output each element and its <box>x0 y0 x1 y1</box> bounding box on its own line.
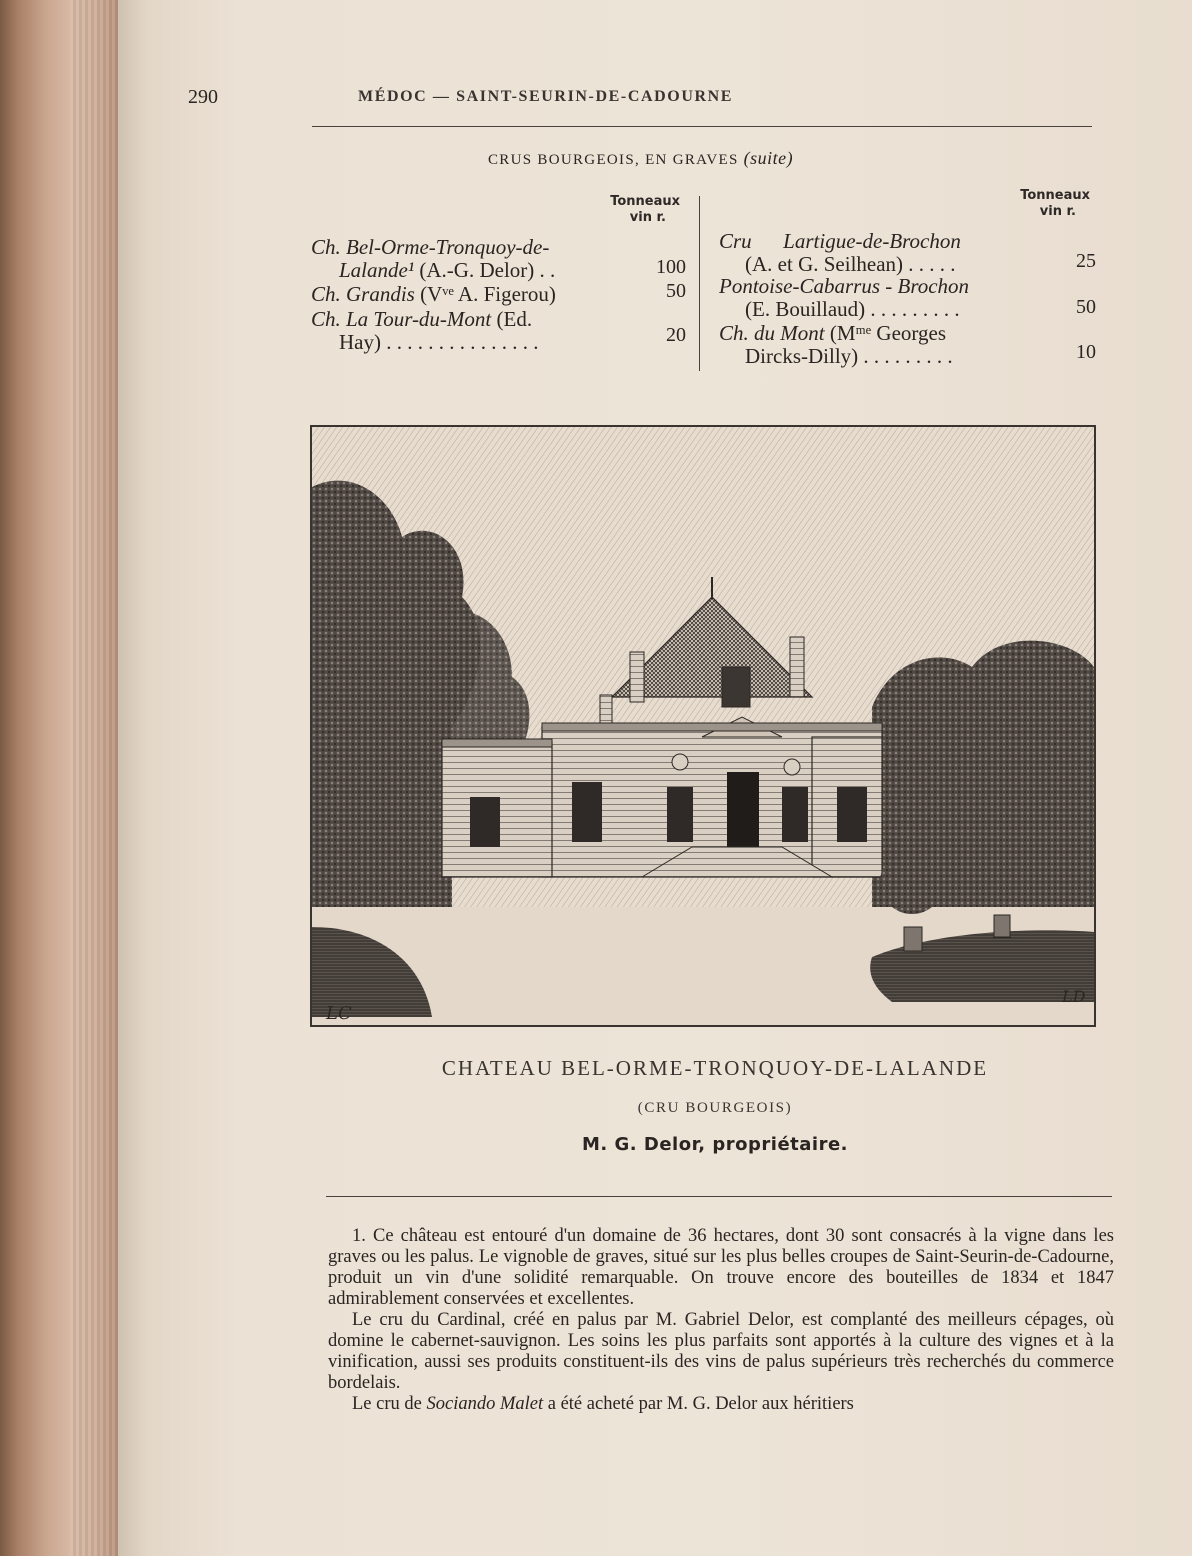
artist-signature-right: LD <box>1062 987 1086 1006</box>
left-entry-2-tonnage: 50 <box>666 280 686 302</box>
page-stack-edges <box>70 0 120 1556</box>
left-entry-3-name: Ch. La Tour-du-Mont <box>311 307 492 331</box>
window-3 <box>667 787 693 842</box>
left-entry-3-tonnage: 20 <box>666 324 686 346</box>
right-column-header <box>970 188 1090 220</box>
caption-owner: M. G. Delor, propriétaire. <box>581 1134 849 1155</box>
right-entry-3 <box>719 322 953 368</box>
pot-1 <box>904 927 922 951</box>
left-header-line2: vin r. <box>629 210 666 225</box>
section-title-text: CRUS BOURGEOIS, EN GRAVES <box>488 152 739 168</box>
potted-tree-2 <box>976 851 1028 903</box>
right-header-line2: vin r. <box>1039 204 1076 219</box>
left-entry-1 <box>311 236 555 282</box>
right-header-line1: Tonneaux <box>1020 188 1090 203</box>
footnote-rule <box>326 1196 1112 1197</box>
oculus-right <box>784 759 800 775</box>
column-divider <box>699 196 700 371</box>
footnote <box>328 1226 1114 1415</box>
section-title-suffix: (suite) <box>743 148 794 168</box>
left-header-line1: Tonneaux <box>610 194 680 209</box>
left-entry-2-owner: (Vᵛᵉ A. Figerou) <box>414 282 556 306</box>
right-entry-2 <box>719 275 969 321</box>
running-head <box>188 86 978 116</box>
window-2 <box>572 782 602 842</box>
balustrade-main <box>542 723 882 731</box>
right-entry-1-name: Cru Lartigue-de-Brochon <box>719 229 961 253</box>
window-4 <box>782 787 808 842</box>
caption-subtitle: (CRU BOURGEOIS) <box>637 1100 793 1116</box>
potted-tree-1 <box>880 850 944 914</box>
footnote-paragraph-2: Le cru du Cardinal, créé en palus par M. Gabriel Delor, est complanté des meilleurs cépages, où domine le cabernet-sauvignon. Les soins les plus parfaits sont apportés à la culture des vignes et à la vinification, aussi ses produits constituent-ils des vins de palus supérieurs très recherchés du commerce bordelais. <box>328 1310 1114 1393</box>
right-entry-3-tonnage: 10 <box>1076 341 1096 363</box>
left-entry-1-name: Ch. Bel-Orme-Tronquoy-de- <box>311 235 550 259</box>
main-door <box>727 772 759 847</box>
left-entry-1-name-cont: Lalande¹ <box>339 258 415 282</box>
right-entry-3-owner-cont: Dircks-Dilly) . . . . . . . . . <box>745 344 953 368</box>
artist-signature-left: LC <box>326 1003 352 1024</box>
chimney-left <box>630 652 644 702</box>
footnote-p3-italic: Sociando Malet <box>426 1394 544 1414</box>
footnote-p3-end: a été acheté par M. G. Delor aux héritiers <box>543 1394 854 1414</box>
chimney-small <box>600 695 612 725</box>
footnote-paragraph-1: 1. Ce château est entouré d'un domaine de 36 hectares, dont 30 sont consacrés à la vigne dans les graves ou les palus. Le vignoble de graves, situé sur les plus belles croupes de Saint-Seurin-de-Cadourne, produit un vin d'une solidité remarquable. On trouve encore des bouteilles de 1834 et 1847 admirablement conservées et excellentes. <box>328 1226 1114 1309</box>
left-entry-2 <box>311 283 556 306</box>
balustrade-left <box>442 739 552 747</box>
chateau-illustration <box>312 427 1094 1025</box>
page-number: 290 <box>188 86 218 108</box>
left-entry-2-name: Ch. Grandis <box>311 282 415 306</box>
footnote-p3-start: Le cru de <box>352 1394 427 1414</box>
left-entry-3 <box>311 308 538 354</box>
right-entry-2-owner: (E. Bouillaud) . . . . . . . . . <box>745 297 960 321</box>
dormer-window <box>722 667 750 707</box>
right-entry-1-tonnage: 25 <box>1076 250 1096 272</box>
left-entry-3-owner: (Ed. <box>491 307 533 331</box>
right-entry-2-name: Pontoise-Cabarrus - Brochon <box>719 274 970 298</box>
footnote-paragraph-3 <box>328 1394 1114 1415</box>
pot-2 <box>994 915 1010 937</box>
oculus-left <box>672 754 688 770</box>
header-rule <box>312 126 1092 127</box>
left-entry-3-owner-cont: Hay) . . . . . . . . . . . . . . . <box>339 330 539 354</box>
right-entry-2-tonnage: 50 <box>1076 296 1096 318</box>
chateau-engraving <box>310 425 1096 1027</box>
right-entry-3-name: Ch. du Mont <box>719 321 825 345</box>
window-1 <box>470 797 500 847</box>
caption-title: CHATEAU BEL-ORME-TRONQUOY-DE-LALANDE <box>441 1056 989 1080</box>
right-entry-3-owner: (Mᵐᵉ Georges <box>824 321 946 345</box>
chimney-right <box>790 637 804 697</box>
section-title <box>488 148 793 169</box>
left-entry-1-owner: (A.-G. Delor) . . <box>414 258 556 282</box>
right-entry-1 <box>719 230 961 276</box>
left-column-header <box>560 194 680 226</box>
window-5 <box>837 787 867 842</box>
running-title: MÉDOC — SAINT-SEURIN-DE-CADOURNE <box>358 88 734 105</box>
right-entry-1-owner: (A. et G. Seilhean) . . . . . <box>745 252 956 276</box>
left-entry-1-tonnage: 100 <box>656 256 686 278</box>
